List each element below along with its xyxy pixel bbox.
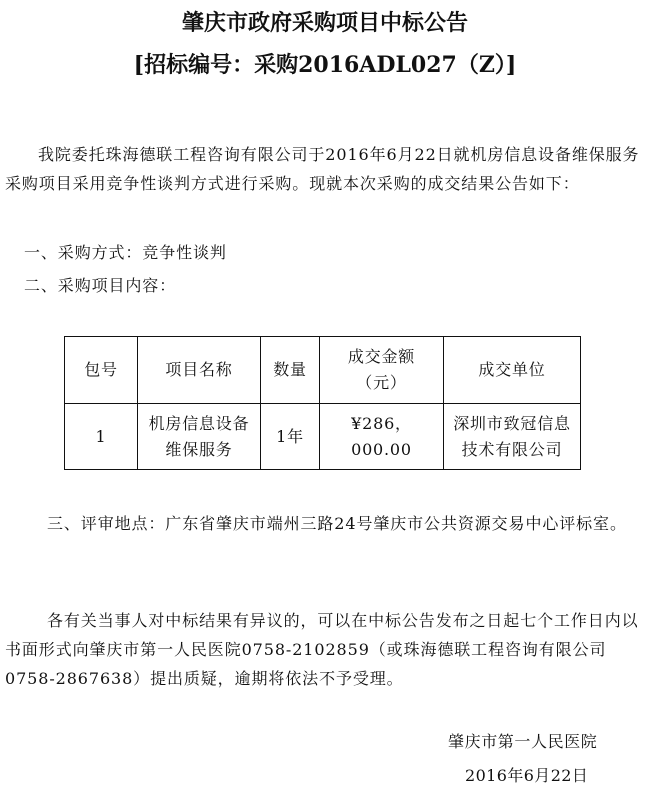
- page-title: 肇庆市政府采购项目中标公告: [181, 10, 468, 36]
- header-item-name: 项目名称: [138, 337, 261, 404]
- objection-notice: 各有关当事人对中标结果有异议的，可以在中标公告发布之日起七个工作日内以书面形式向肇庆市第一人民医院0758-2102859（或珠海德联工程咨询有限公司0758-2867638）提出质疑，逾期将依法不予受理。: [5, 611, 639, 688]
- intro-paragraph: 我院委托珠海德联工程咨询有限公司于2016年6月22日就机房信息设备维保服务采购项目采用竞争性谈判方式进行采购。现就本次采购的成交结果公告如下：: [5, 145, 640, 193]
- issue-date: 2016年6月22日: [465, 766, 589, 785]
- issuer-signature: 肇庆市第一人民医院: [448, 732, 598, 751]
- cell-package-no: 1: [65, 404, 138, 470]
- header-package-no: 包号: [65, 337, 138, 404]
- table-header-row: [65, 337, 581, 404]
- header-amount-unit: （元）: [356, 373, 407, 392]
- header-quantity: 数量: [261, 337, 320, 404]
- header-vendor: 成交单位: [444, 337, 581, 404]
- cell-amount: ¥286，000.00: [320, 404, 444, 470]
- award-table: [64, 336, 581, 470]
- cell-vendor: 深圳市致冠信息技术有限公司: [444, 404, 581, 470]
- table-row: [65, 404, 581, 470]
- header-amount: [320, 337, 444, 404]
- review-location: 三、评审地点：广东省肇庆市端州三路24号肇庆市公共资源交易中心评标室。: [47, 514, 627, 533]
- header-amount-label: 成交金额: [347, 347, 416, 366]
- tender-number: [招标编号：采购2016ADL027（Z）]: [133, 52, 517, 78]
- cell-quantity: 1年: [261, 404, 320, 470]
- procurement-method: 一、采购方式：竞争性谈判: [24, 243, 227, 262]
- procurement-content-heading: 二、采购项目内容：: [24, 276, 177, 295]
- cell-item-name: 机房信息设备维保服务: [138, 404, 261, 470]
